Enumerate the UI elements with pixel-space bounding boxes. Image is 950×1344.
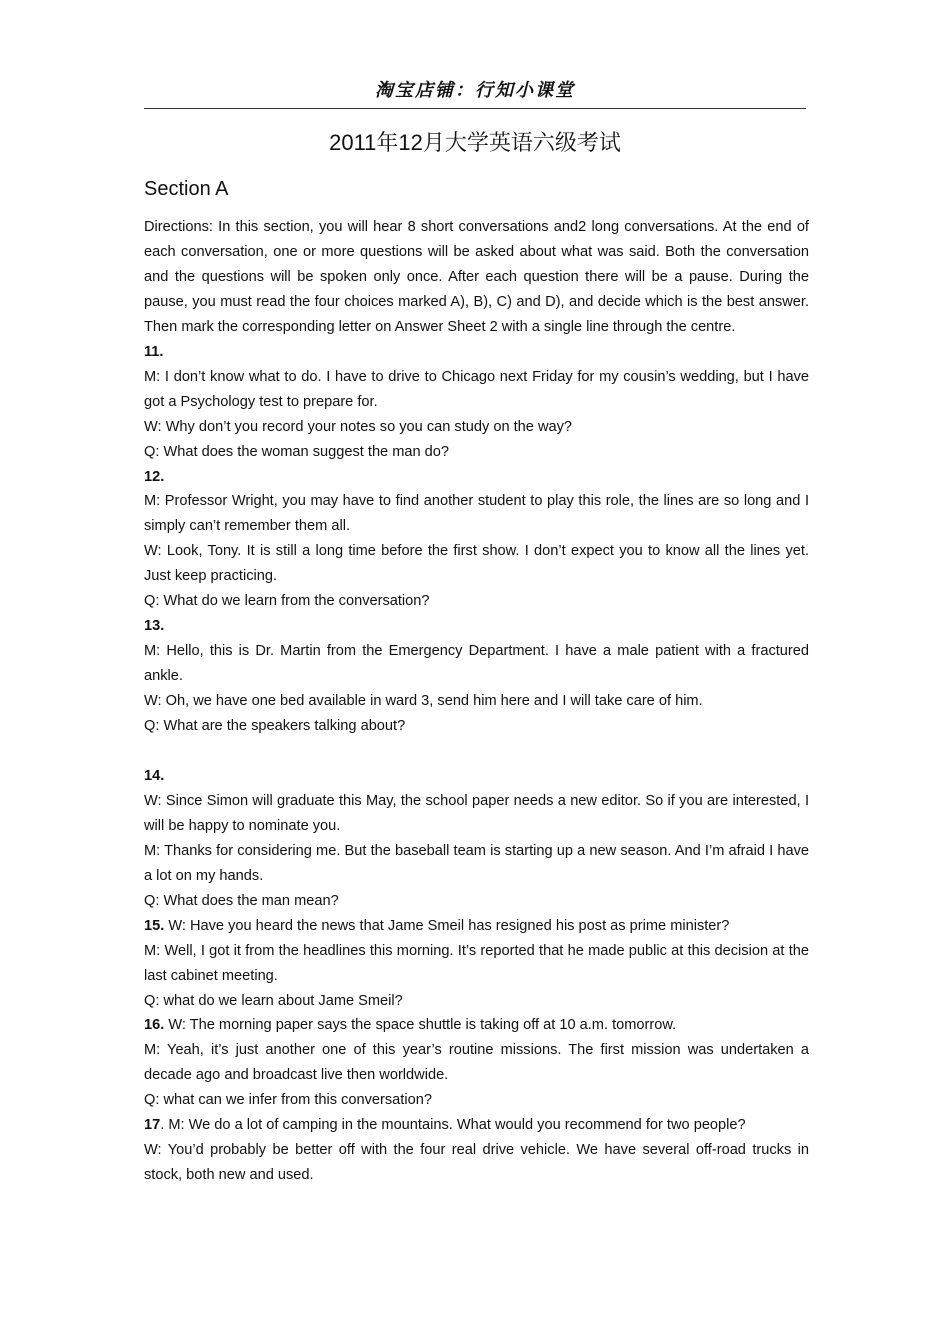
item-number: 11. [144,343,164,360]
item-number: 13. [144,618,165,635]
question-line: Q: what do we learn about Jame Smeil? [144,992,403,1009]
dialogue-line: M: Thanks for considering me. But the baseball team is starting up a new season. And I’m afraid I have a lot on my hands. [144,842,809,884]
dialogue-line: M: Professor Wright, you may have to find another student to play this role, the lines are so long and I simply can’t remember them all. [144,493,809,535]
section-title: Section A [144,178,229,200]
item-number: 12. [144,468,165,485]
dialogue-line [144,914,809,939]
item-number: 17 [144,1117,161,1134]
item-number: 15. [144,917,165,934]
dialogue-text: . M: We do a lot of camping in the mountains. What would you recommend for two people? [160,1117,746,1134]
question-line: Q: What does the man mean? [144,892,339,909]
dialogue-line: M: Yeah, it’s just another one of this year’s routine missions. The first mission was undertaken a decade ago and broadcast live then worldwide. [144,1042,809,1084]
header-divider [144,108,806,109]
shop-header: 淘宝店铺：行知小课堂 [375,80,575,100]
document-title: 2011年12月大学英语六级考试 [329,130,621,155]
dialogue-text: W: Have you heard the news that Jame Smeil has resigned his post as prime minister? [164,917,730,934]
directions-text: Directions: In this section, you will hear 8 short conversations and2 long conversations. At the end of each conversation, one or more questions will be asked about what was said. Both the conversation and the questions will be spoken only once. After each question there will be a pause. During the pause, you must read the four choices marked A), B), C) and D), and decide which is the best answer. Then mark the corresponding letter on Answer Sheet 2 with a single line through the centre. [144,219,809,335]
question-line: Q: What does the woman suggest the man do? [144,443,450,460]
dialogue-text: W: The morning paper says the space shuttle is taking off at 10 a.m. tomorrow. [164,1017,677,1034]
question-line: Q: What do we learn from the conversation? [144,593,430,610]
dialogue-line: W: You’d probably be better off with the four real drive vehicle. We have several off-road trucks in stock, both new and used. [144,1142,809,1184]
item-number: 14. [144,767,165,784]
dialogue-line: W: Why don’t you record your notes so you can study on the way? [144,418,573,435]
dialogue-line: W: Look, Tony. It is still a long time before the first show. I don’t expect you to know all the lines yet. Just keep practicing. [144,543,809,585]
dialogue-line [144,1013,809,1038]
dialogue-line [144,1113,809,1138]
dialogue-line: M: Well, I got it from the headlines this morning. It’s reported that he made public at this decision at the last cabinet meeting. [144,942,809,984]
dialogue-line: M: Hello, this is Dr. Martin from the Emergency Department. I have a male patient with a fractured ankle. [144,643,809,685]
dialogue-line: W: Since Simon will graduate this May, the school paper needs a new editor. So if you are interested, I will be happy to nominate you. [144,792,809,834]
blank-line [144,739,809,764]
item-number: 16. [144,1017,165,1034]
document-body [144,215,809,1188]
question-line: Q: What are the speakers talking about? [144,718,406,735]
dialogue-line: M: I don’t know what to do. I have to drive to Chicago next Friday for my cousin’s wedding, but I have got a Psychology test to prepare for. [144,368,809,410]
question-line: Q: what can we infer from this conversation? [144,1092,432,1109]
dialogue-line: W: Oh, we have one bed available in ward 3, send him here and I will take care of him. [144,693,703,710]
